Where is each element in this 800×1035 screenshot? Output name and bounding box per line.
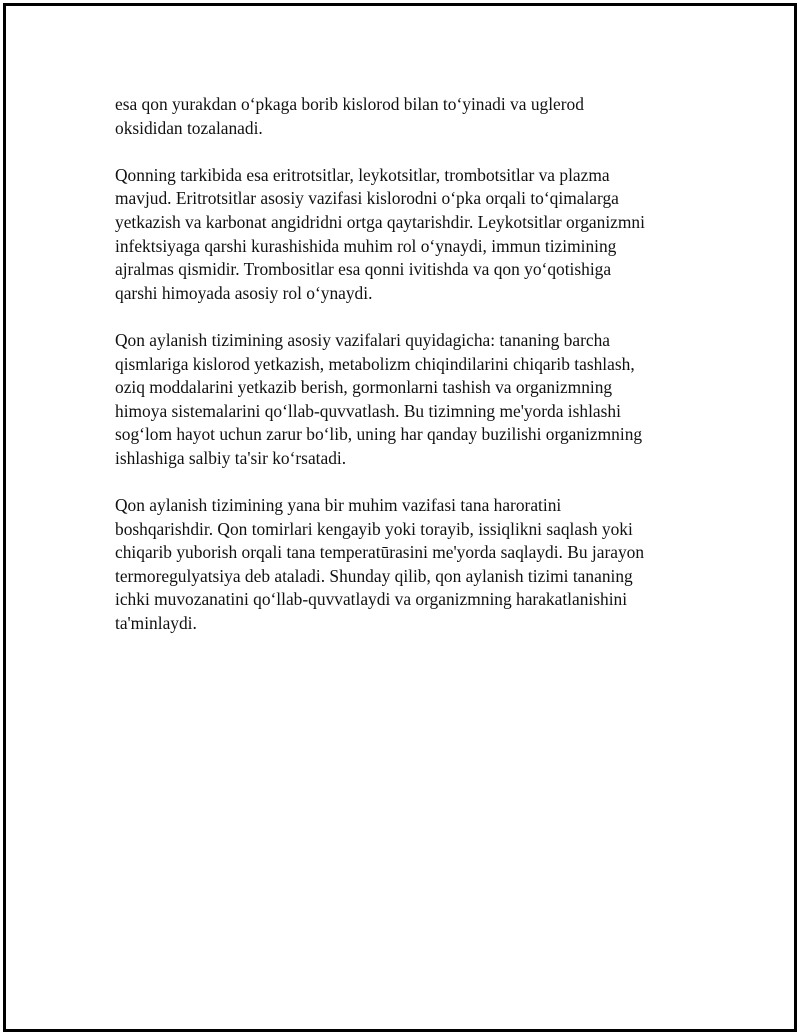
paragraph-thermoregulation: Qon aylanish tizimining yana bir muhim vazifasi tana haroratini boshqarishdir. Qon tomirlari kengayib yoki torayib, issiqlikni saqlash yoki chiqarib yuborish orqali tana temperatūrasini me'yorda saqlaydi. Bu jarayon termoregulyatsiya deb ataladi. Shunday qilib, qon aylanish tizimi tananing ichki muvozanatini qo‘llab-quvvatlaydi va organizmning harakatlanishini ta'minlaydi. bbox=[115, 495, 645, 634]
paragraph-intro-continuation: esa qon yurakdan o‘pkaga borib kislorod bilan to‘yinadi va uglerod oksididan tozalanadi. bbox=[115, 94, 584, 138]
document-body bbox=[115, 93, 705, 659]
paragraph-main-functions: Qon aylanish tizimining asosiy vazifalari quyidagicha: tananing barcha qismlariga kislorod yetkazish, metabolizm chiqindilarini chiqarib tashlash, oziq moddalarini yetkazib berish, gormonlarni tashish va organizmning himoya sistemalarini qo‘llab-quvvatlash. Bu tizimning me'yorda ishlashi sog‘lom hayot uchun zarur bo‘lib, uning har qanday buzilishi organizmning ishlashiga salbiy ta'sir ko‘rsatadi. bbox=[115, 329, 643, 468]
paragraph-blood-composition: Qonning tarkibida esa eritrotsitlar, leykotsitlar, trombotsitlar va plazma mavjud. Eritrotsitlar asosiy vazifasi kislorodni o‘pka orqali to‘qimalarga yetkazish va karbonat angidridni ortga qaytarishdir. Leykotsitlar organizmni infektsiyaga qarshi kurashishida muhim rol o‘ynaydi, immun tizimining ajralmas qismidir. Trombositlar esa qonni ivitishda va qon yo‘qotishiga qarshi himoyada asosiy rol o‘ynaydi. bbox=[115, 164, 645, 303]
